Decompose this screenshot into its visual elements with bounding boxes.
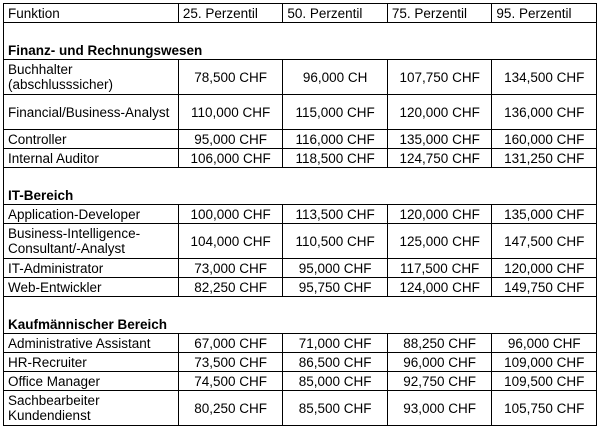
- cell-p25: 74,500 CHF: [178, 372, 283, 391]
- cell-p95: 149,750 CHF: [492, 278, 597, 297]
- header-p50: 50. Perzentil: [283, 4, 388, 23]
- cell-funktion: Office Manager: [4, 372, 179, 391]
- table-row: [4, 149, 597, 168]
- cell-funktion: Sachbearbeiter Kundendienst: [4, 391, 179, 426]
- table-row: [4, 60, 597, 95]
- cell-p50: 116,000 CHF: [283, 130, 388, 149]
- cell-p75: 120,000 CHF: [387, 95, 492, 130]
- table-row: [4, 372, 597, 391]
- cell-p95: 134,500 CHF: [492, 60, 597, 95]
- cell-p75: 93,000 CHF: [387, 391, 492, 426]
- header-row: [4, 4, 597, 23]
- cell-p25: 110,000 CHF: [178, 95, 283, 130]
- cell-funktion: Buchhalter (abschlusssicher): [4, 60, 179, 95]
- table-row: [4, 130, 597, 149]
- cell-p75: 96,000 CHF: [387, 353, 492, 372]
- cell-p25: 73,500 CHF: [178, 353, 283, 372]
- cell-p75: 124,750 CHF: [387, 149, 492, 168]
- cell-p50: 110,500 CHF: [283, 224, 388, 259]
- table-row: [4, 95, 597, 130]
- section-spacer: [4, 168, 597, 187]
- cell-funktion: Financial/Business-Analyst: [4, 95, 179, 130]
- cell-p75: 92,750 CHF: [387, 372, 492, 391]
- cell-funktion: Application-Developer: [4, 205, 179, 224]
- cell-p95: 96,000 CHF: [492, 334, 597, 353]
- section-title: IT-Bereich: [4, 186, 597, 205]
- table-row: [4, 224, 597, 259]
- cell-p95: 105,750 CHF: [492, 391, 597, 426]
- table-row: [4, 353, 597, 372]
- cell-funktion: IT-Administrator: [4, 259, 179, 278]
- cell-funktion: Administrative Assistant: [4, 334, 179, 353]
- cell-p25: 80,250 CHF: [178, 391, 283, 426]
- cell-p50: 118,500 CHF: [283, 149, 388, 168]
- cell-funktion: Controller: [4, 130, 179, 149]
- table-row: [4, 278, 597, 297]
- section-heading: [4, 315, 597, 334]
- section-title: Kaufmännischer Bereich: [4, 315, 597, 334]
- cell-p95: 160,000 CHF: [492, 130, 597, 149]
- cell-p25: 104,000 CHF: [178, 224, 283, 259]
- table-row: [4, 391, 597, 426]
- cell-p95: 109,500 CHF: [492, 372, 597, 391]
- cell-p25: 67,000 CHF: [178, 334, 283, 353]
- cell-p50: 85,000 CHF: [283, 372, 388, 391]
- cell-p95: 120,000 CHF: [492, 259, 597, 278]
- salary-table-container: [3, 3, 597, 426]
- cell-p75: 107,750 CHF: [387, 60, 492, 95]
- cell-p50: 71,000 CHF: [283, 334, 388, 353]
- cell-p25: 78,500 CHF: [178, 60, 283, 95]
- section-title: Finanz- und Rechnungswesen: [4, 41, 597, 60]
- cell-p95: 109,000 CHF: [492, 353, 597, 372]
- cell-p25: 95,000 CHF: [178, 130, 283, 149]
- cell-p50: 96,000 CH: [283, 60, 388, 95]
- table-row: [4, 259, 597, 278]
- table-row: [4, 334, 597, 353]
- cell-p75: 125,000 CHF: [387, 224, 492, 259]
- cell-funktion: HR-Recruiter: [4, 353, 179, 372]
- salary-percentile-table: [3, 3, 597, 426]
- section-heading: [4, 41, 597, 60]
- section-spacer: [4, 23, 597, 42]
- cell-p75: 120,000 CHF: [387, 205, 492, 224]
- header-p25: 25. Perzentil: [178, 4, 283, 23]
- cell-p95: 147,500 CHF: [492, 224, 597, 259]
- cell-p25: 73,000 CHF: [178, 259, 283, 278]
- cell-p50: 85,500 CHF: [283, 391, 388, 426]
- cell-p75: 117,500 CHF: [387, 259, 492, 278]
- section-spacer: [4, 297, 597, 316]
- cell-p95: 136,000 CHF: [492, 95, 597, 130]
- cell-p50: 86,500 CHF: [283, 353, 388, 372]
- cell-funktion: Internal Auditor: [4, 149, 179, 168]
- cell-p50: 113,500 CHF: [283, 205, 388, 224]
- header-p75: 75. Perzentil: [387, 4, 492, 23]
- cell-p75: 135,000 CHF: [387, 130, 492, 149]
- cell-p25: 100,000 CHF: [178, 205, 283, 224]
- cell-p75: 88,250 CHF: [387, 334, 492, 353]
- table-row: [4, 205, 597, 224]
- cell-funktion: Web-Entwickler: [4, 278, 179, 297]
- cell-p95: 131,250 CHF: [492, 149, 597, 168]
- cell-p25: 106,000 CHF: [178, 149, 283, 168]
- header-funktion: Funktion: [4, 4, 179, 23]
- cell-p95: 135,000 CHF: [492, 205, 597, 224]
- cell-p50: 95,000 CHF: [283, 259, 388, 278]
- cell-p50: 115,000 CHF: [283, 95, 388, 130]
- header-p95: 95. Perzentil: [492, 4, 597, 23]
- cell-p50: 95,750 CHF: [283, 278, 388, 297]
- cell-p25: 82,250 CHF: [178, 278, 283, 297]
- cell-funktion: Business-Intelligence-Consultant/-Analyst: [4, 224, 179, 259]
- cell-p75: 124,000 CHF: [387, 278, 492, 297]
- section-heading: [4, 186, 597, 205]
